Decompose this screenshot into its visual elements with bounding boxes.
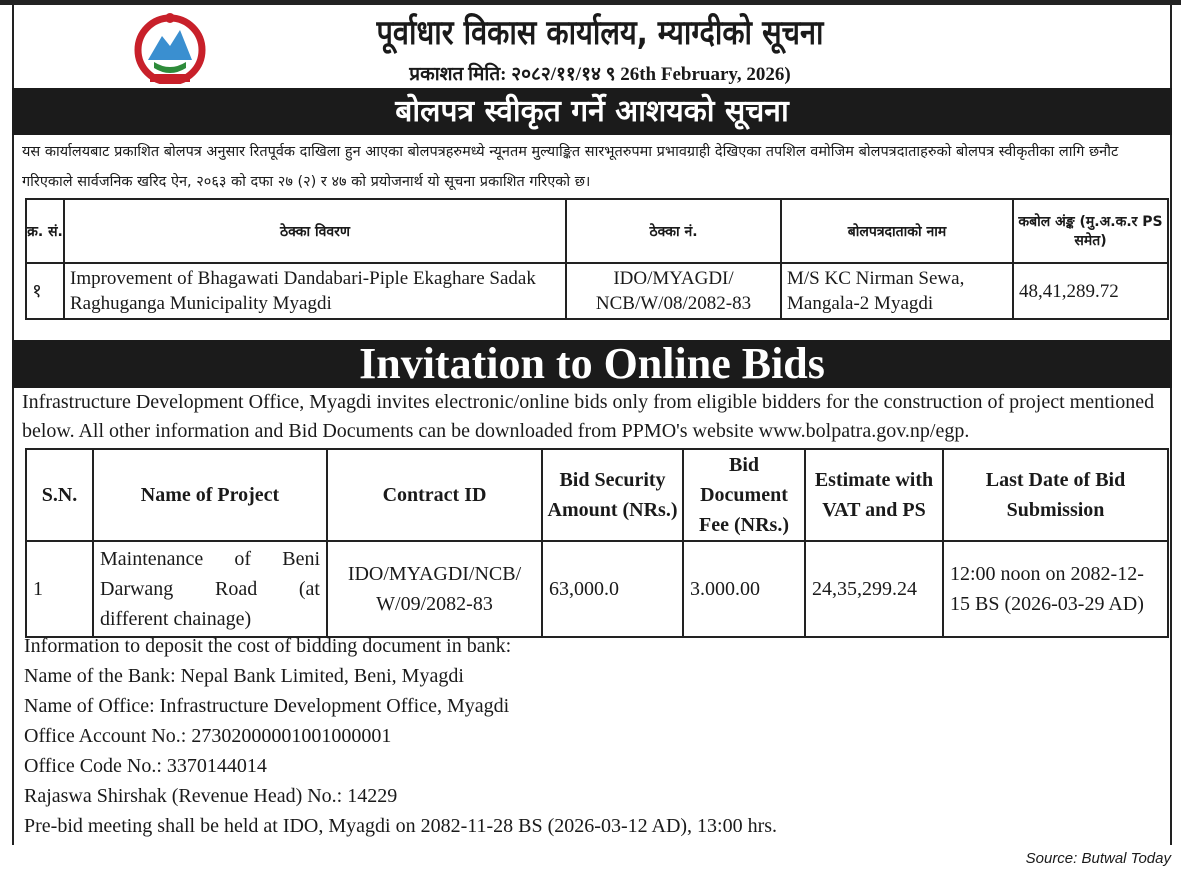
col-header: Name of Project [93,449,327,541]
info-line: Information to deposit the cost of bidding document in bank: [24,635,512,657]
table-header-row [26,449,1168,541]
col-header: कबोल अंङ्क (मु.अ.क.र PS समेत) [1013,199,1168,263]
col-header: Bid Document Fee (NRs.) [683,449,805,541]
cell-contract-no: IDO/MYAGDI/ NCB/W/08/2082-83 [566,263,781,319]
cell-contract-id: IDO/MYAGDI/NCB/ W/09/2082-83 [327,541,542,637]
col-header: Estimate with VAT and PS [805,449,943,541]
col-header: Last Date of Bid Submission [943,449,1168,541]
table-row [26,541,1168,637]
col-header: Contract ID [327,449,542,541]
col-header: S.N. [26,449,93,541]
cell-bidder: M/S KC Nirman Sewa, Mangala-2 Myagdi [781,263,1013,319]
page-title: पूर्वाधार विकास कार्यालय, म्याग्दीको सूचना [376,13,824,53]
cell-estimate: 24,35,299.24 [805,541,943,637]
info-line: Pre-bid meeting shall be held at IDO, Myagdi on 2082-11-28 BS (2026-03-12 AD), 13:00 hrs. [24,815,778,837]
award-table [25,198,1169,320]
cell-last-date: 12:00 noon on 2082-12-15 BS (2026-03-29 AD) [943,541,1168,637]
pub-date-en: 26th February, 2026) [620,64,791,85]
cell-amount: 48,41,289.72 [1013,263,1168,319]
table-header-row [26,199,1168,263]
cell-doc-fee: 3.000.00 [683,541,805,637]
notice2-heading: Invitation to Online Bids [12,340,1172,388]
notice2-body: Infrastructure Development Office, Myagdi invites electronic/online bids only from eligible bidders for the construction of project mentioned below. All other information and Bid Documents can be downloaded from PPMO's website www.bolpatra.gov.np/egp. [22,391,1155,442]
info-line: Office Account No.: 27302000001001000001 [24,725,392,747]
info-line: Name of the Bank: Nepal Bank Limited, Beni, Myagdi [24,665,464,687]
cell-project: Maintenance of Beni Darwang Road (at different chainage) [93,541,327,637]
info-line: Office Code No.: 3370144014 [24,755,267,777]
cell-sn: 1 [26,541,93,637]
info-line: Name of Office: Infrastructure Development Office, Myagdi [24,695,510,717]
info-line: Rajaswa Shirshak (Revenue Head) No.: 14229 [24,785,398,807]
col-header: Bid Security Amount (NRs.) [542,449,683,541]
cell-sn: १ [26,263,64,319]
source-credit: Source: Butwal Today [1025,850,1171,867]
table-row [26,263,1168,319]
pub-date-np: प्रकाशत मिति: २०८२/११/१४ ९ [409,64,616,85]
cell-bid-security: 63,000.0 [542,541,683,637]
publication-date [250,60,950,86]
notice1-body: यस कार्यालयबाट प्रकाशित बोलपत्र अनुसार रितपूर्वक दाखिला हुन आएका बोलपत्रहरुमध्ये न्यूनतम मुल्याङ्कित सारभूतरुपमा प्रभावग्राही देखिएका तपशिल वमोजिम बोलपत्रदाताहरुको बोलपत्र स्वीकृतीका लागि छनौट गरिएकाले सार्वजनिक खरिद ऐन, २०६३ को दफा २७ (२) र ४७ को प्रयोजनार्थ यो सूचना प्रकाशित गरिएको छ। [22,144,1119,190]
col-header: बोलपत्रदाताको नाम [781,199,1013,263]
cell-description: Improvement of Bhagawati Dandabari-Piple Ekaghare Sadak Raghuganga Municipality Myagdi [64,263,566,319]
col-header: क्र. सं. [26,199,64,263]
nepal-emblem-icon [130,10,210,84]
bids-table [25,448,1169,638]
col-header: ठेक्का नं. [566,199,781,263]
notice1-heading: बोलपत्र स्वीकृत गर्ने आशयको सूचना [12,88,1172,135]
col-header: ठेक्का विवरण [64,199,566,263]
